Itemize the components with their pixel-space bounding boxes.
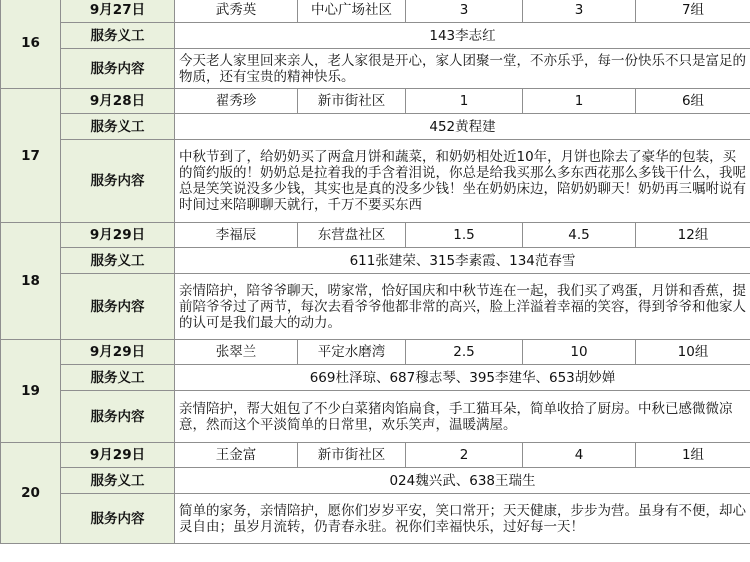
community-name: 中心广场社区	[298, 0, 406, 23]
table-row	[1, 391, 750, 443]
service-date: 9月29日	[61, 223, 175, 248]
content-label: 服务内容	[61, 494, 175, 544]
entry-number: 16	[1, 0, 61, 89]
content-label: 服务内容	[61, 49, 175, 89]
entry-number: 18	[1, 223, 61, 340]
count-value: 4	[523, 443, 636, 468]
table-row	[1, 468, 750, 494]
content-label: 服务内容	[61, 391, 175, 443]
hours-value: 1.5	[406, 223, 523, 248]
community-name: 东营盘社区	[298, 223, 406, 248]
volunteers-label: 服务义工	[61, 23, 175, 49]
table-row	[1, 114, 750, 140]
table-row	[1, 274, 750, 340]
group-name: 1组	[636, 443, 750, 468]
volunteers-label: 服务义工	[61, 114, 175, 140]
volunteers-list: 143李志红	[175, 23, 750, 49]
service-date: 9月29日	[61, 443, 175, 468]
volunteers-list: 452黄程建	[175, 114, 750, 140]
hours-value: 2.5	[406, 340, 523, 365]
community-name: 新市街社区	[298, 443, 406, 468]
count-value: 1	[523, 89, 636, 114]
elder-name: 王金富	[175, 443, 298, 468]
service-date: 9月27日	[61, 0, 175, 23]
volunteers-label: 服务义工	[61, 365, 175, 391]
count-value: 4.5	[523, 223, 636, 248]
table-row	[1, 140, 750, 223]
group-name: 12组	[636, 223, 750, 248]
elder-name: 李福辰	[175, 223, 298, 248]
table-row	[1, 49, 750, 89]
service-date: 9月28日	[61, 89, 175, 114]
table-row	[1, 89, 750, 114]
service-content: 亲情陪护，帮大姐包了不少白菜猪肉馅扁食，手工猫耳朵，简单收拾了厨房。中秋已感微微凉意，然而这个平淡简单的日常里，欢乐笑声，温暖满屋。	[175, 391, 750, 443]
hours-value: 1	[406, 89, 523, 114]
group-name: 10组	[636, 340, 750, 365]
entry-number: 20	[1, 443, 61, 544]
volunteers-list: 669杜泽琼、687穆志琴、395李建华、653胡妙婵	[175, 365, 750, 391]
service-content: 亲情陪护，陪爷爷聊天，唠家常，恰好国庆和中秋节连在一起，我们买了鸡蛋，月饼和香蕉，提前陪爷爷过了两节，每次去看爷爷他都非常的高兴，脸上洋溢着幸福的笑容，得到爷爷和他家人的认可是我们最大的动力。	[175, 274, 750, 340]
table-row	[1, 0, 750, 23]
content-label: 服务内容	[61, 274, 175, 340]
volunteers-list: 024魏兴武、638王瑞生	[175, 468, 750, 494]
table-row	[1, 248, 750, 274]
table-row	[1, 23, 750, 49]
group-name: 6组	[636, 89, 750, 114]
entry-number: 17	[1, 89, 61, 223]
service-content: 今天老人家里回来亲人，老人家很是开心，家人团聚一堂，不亦乐乎，每一份快乐不只是富足的物质，还有宝贵的精神快乐。	[175, 49, 750, 89]
volunteers-label: 服务义工	[61, 248, 175, 274]
group-name: 7组	[636, 0, 750, 23]
count-value: 10	[523, 340, 636, 365]
volunteers-list: 611张建荣、315李素霞、134范春雪	[175, 248, 750, 274]
table-row	[1, 494, 750, 544]
table-row	[1, 365, 750, 391]
service-content: 简单的家务，亲情陪护，愿你们岁岁平安，笑口常开；天天健康，步步为营。虽身有不便，却心灵自由；虽岁月流转，仍青春永驻。祝你们幸福快乐，过好每一天！	[175, 494, 750, 544]
service-date: 9月29日	[61, 340, 175, 365]
content-label: 服务内容	[61, 140, 175, 223]
table-row	[1, 340, 750, 365]
community-name: 新市街社区	[298, 89, 406, 114]
entry-number: 19	[1, 340, 61, 443]
table-row	[1, 223, 750, 248]
community-name: 平定水磨湾	[298, 340, 406, 365]
service-content: 中秋节到了，给奶奶买了两盒月饼和蔬菜，和奶奶相处近10年，月饼也除去了豪华的包装，买的简约版的！奶奶总是拉着我的手含着泪说，你总是给我买那么多东西花那么多钱干什么，我呢总是笑笑说没多少钱，其实也是真的没多少钱！坐在奶奶床边，陪奶奶聊天！奶奶再三嘱咐说有时间过来陪聊聊天就行，千万不要买东西	[175, 140, 750, 223]
elder-name: 张翠兰	[175, 340, 298, 365]
table-row	[1, 443, 750, 468]
elder-name: 武秀英	[175, 0, 298, 23]
count-value: 3	[523, 0, 636, 23]
volunteers-label: 服务义工	[61, 468, 175, 494]
hours-value: 3	[406, 0, 523, 23]
elder-name: 翟秀珍	[175, 89, 298, 114]
hours-value: 2	[406, 443, 523, 468]
